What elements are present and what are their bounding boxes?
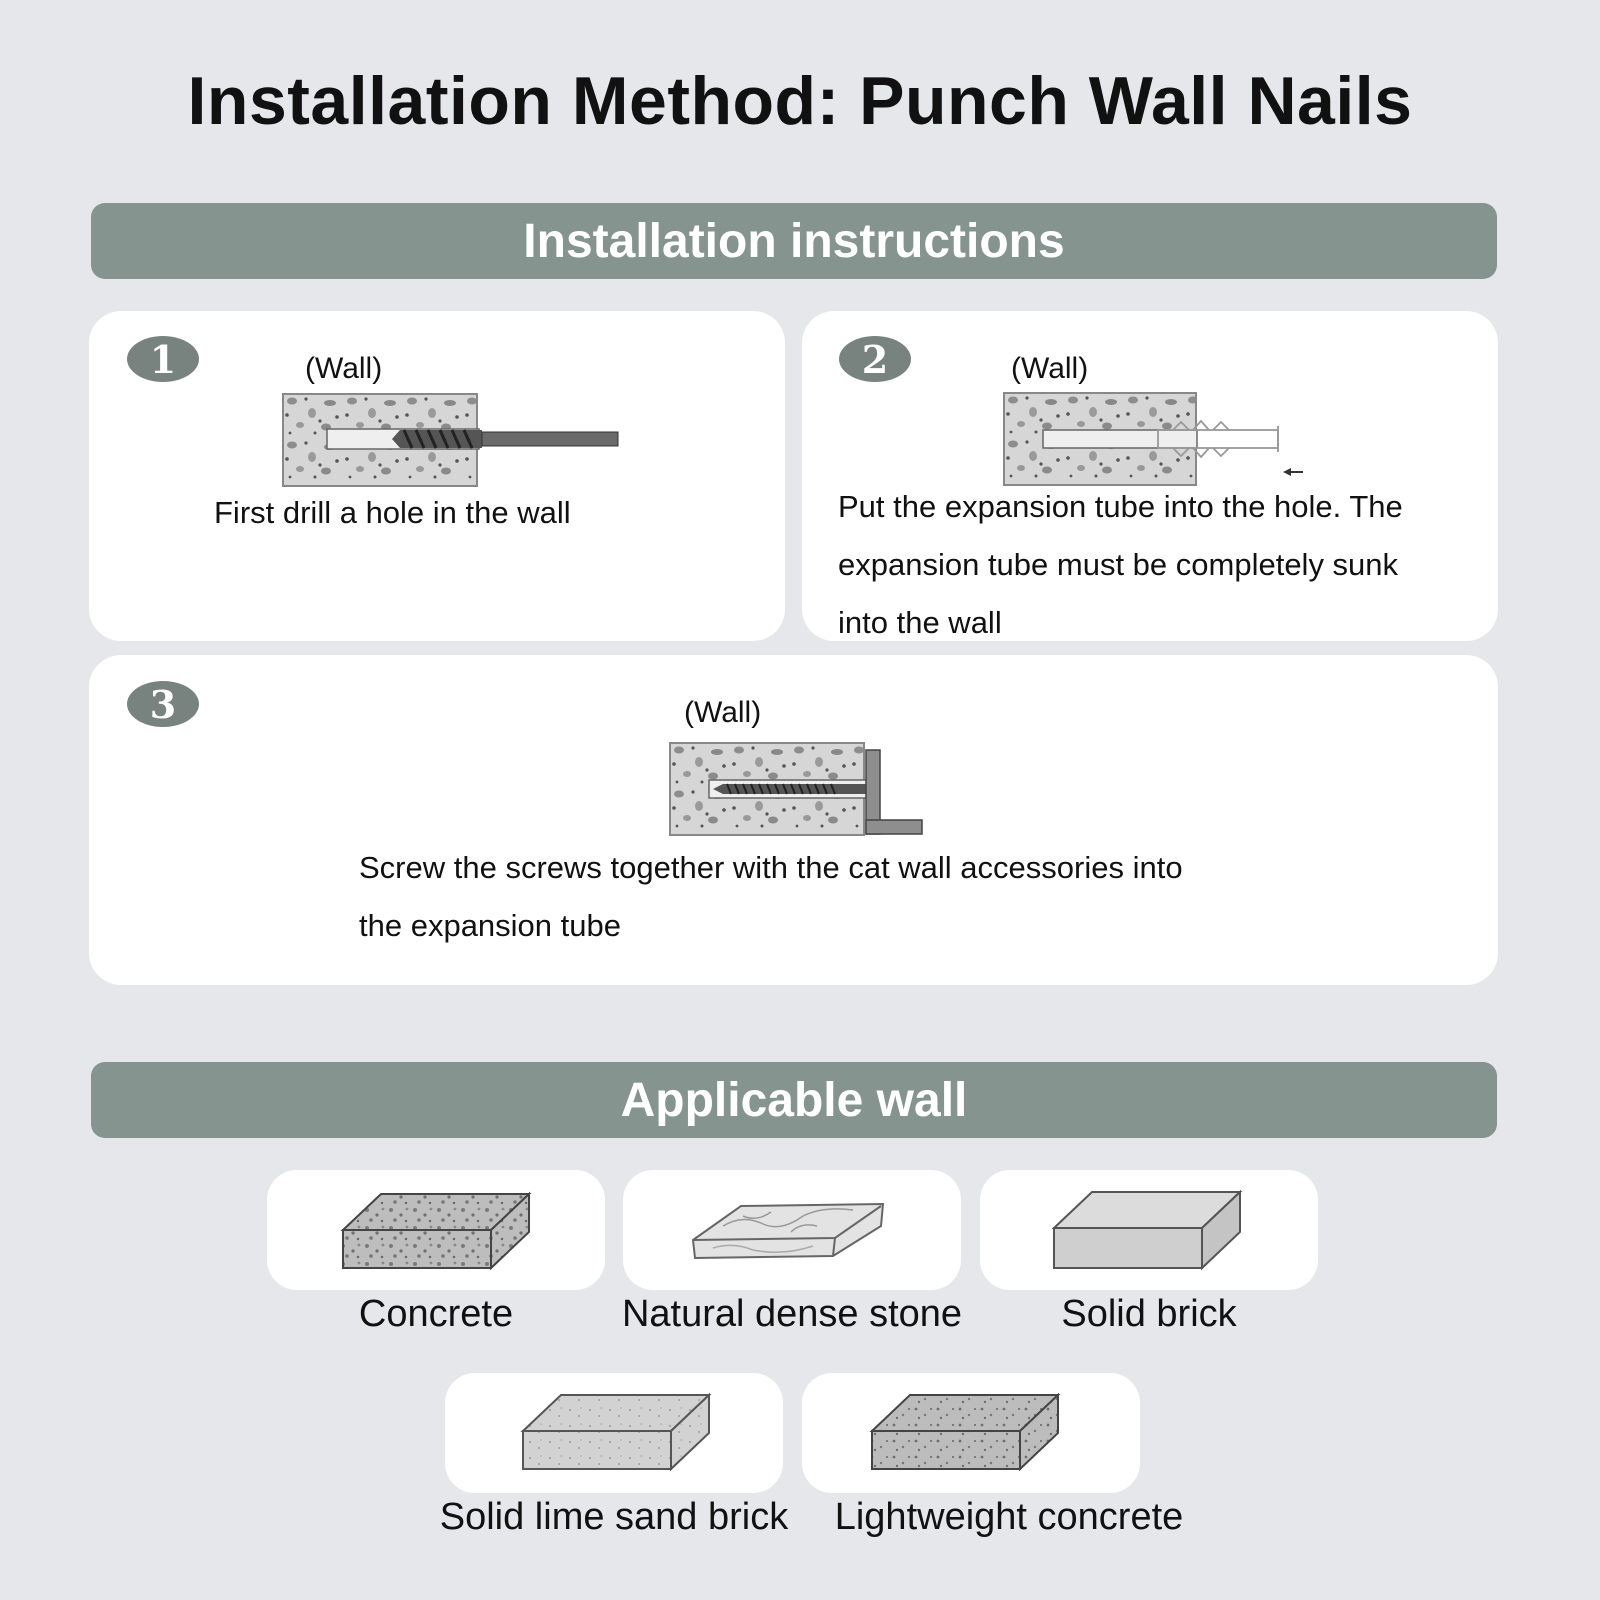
solid-brick-card bbox=[980, 1170, 1318, 1290]
screw-diagram bbox=[669, 742, 929, 838]
concrete-block-icon bbox=[267, 1170, 605, 1290]
step-2-wall-label: (Wall) bbox=[1011, 352, 1089, 385]
instructions-banner: Installation instructions bbox=[91, 203, 1497, 279]
step-1-wall-label: (Wall) bbox=[305, 352, 383, 385]
lime-sand-brick-icon bbox=[445, 1373, 783, 1493]
step-2-text: Put the expansion tube into the hole. The expansion tube must be completely sunk into the wall bbox=[838, 489, 1403, 640]
expansion-tube-diagram bbox=[1003, 392, 1303, 488]
arrow-left-icon bbox=[1283, 468, 1303, 476]
concrete-label: Concrete bbox=[358, 1293, 514, 1335]
applicable-wall-banner: Applicable wall bbox=[91, 1062, 1497, 1138]
lightweight-concrete-label: Lightweight concrete bbox=[834, 1496, 1184, 1538]
concrete-card bbox=[267, 1170, 605, 1290]
step-1-badge: 1 bbox=[127, 336, 199, 382]
stone-slab-icon bbox=[623, 1170, 961, 1290]
step-3-text: Screw the screws together with the cat wall accessories into the expansion tube bbox=[359, 850, 1183, 943]
drill-diagram bbox=[282, 393, 622, 489]
lime-sand-brick-label: Solid lime sand brick bbox=[439, 1496, 789, 1538]
stone-card bbox=[623, 1170, 961, 1290]
screw-icon bbox=[713, 784, 869, 794]
stone-label: Natural dense stone bbox=[621, 1293, 963, 1335]
bracket-icon bbox=[866, 750, 922, 834]
page-title: Installation Method: Punch Wall Nails bbox=[187, 63, 1413, 139]
step-3-badge: 3 bbox=[127, 681, 199, 727]
lightweight-concrete-card bbox=[802, 1373, 1140, 1493]
lightweight-concrete-icon bbox=[802, 1373, 1140, 1493]
lime-sand-brick-card bbox=[445, 1373, 783, 1493]
drill-bit-icon bbox=[392, 430, 618, 448]
solid-brick-label: Solid brick bbox=[1061, 1293, 1237, 1335]
drilled-hole bbox=[1043, 430, 1197, 448]
solid-brick-icon bbox=[980, 1170, 1318, 1290]
step-1-text: First drill a hole in the wall bbox=[214, 495, 571, 530]
step-2-badge: 2 bbox=[839, 336, 911, 382]
step-3-wall-label: (Wall) bbox=[684, 696, 762, 729]
